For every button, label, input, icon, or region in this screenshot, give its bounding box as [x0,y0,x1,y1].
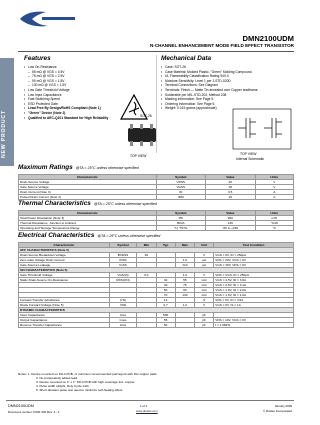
table-cell: V [195,273,214,278]
table-cell: VGSS [156,185,206,190]
table-cell: 15 [206,195,256,200]
table-cell: Crss [109,323,137,328]
new-product-sidebar [0,58,14,166]
table-cell: 1.2 [175,303,194,308]
table-cell: mW [255,216,294,221]
mechanical-item: • Ordering Information: See Page 5 [161,102,258,107]
thermal-condition: @TA = 25°C unless otherwise specified [93,202,157,206]
table-cell: Input Capacitance [19,313,110,318]
mechanical-item: • Case Material: Molded Plastic, "Green" Molding Compound. [161,70,258,75]
footer-document-number: Document number: DS31 000 Rev. 4 - 2 [8,410,60,414]
mechanical-item: • Terminal Connections: See Diagram [161,83,258,88]
title-rule [18,51,294,52]
table-cell [175,323,194,328]
table-cell: Drain-Source Breakdown Voltage [19,253,110,258]
table-cell: 130 [175,293,194,298]
table-row [19,195,294,200]
group-label: DYNAMIC CHARACTERISTICS [19,308,294,313]
column-header: Test Condition [214,243,294,248]
footer-page: 1 of 4 [140,404,148,408]
table-cell: 55 [175,278,194,283]
table-cell: Drain-Source Voltage [19,180,157,185]
internal-schematic-label: Internal Schematic [236,157,265,161]
table-cell: °C/W [255,221,294,226]
table-cell: Total Power Dissipation (Note 3) [19,216,157,221]
table-cell: RDS(ON) [109,278,137,283]
table-cell: 40 [156,283,175,288]
note-line: 4. Pulse width ≤10µS, Duty Cycle ≤1%. [36,384,90,389]
mechanical-item: • Terminals: Finish — Matte Tin annealed over Copper leadframe. [161,88,258,93]
feature-item: • Lead Free By Design/RoHS Compliant (Note 1) [24,106,108,111]
note-line: 2. No purposefully added lead. [36,376,78,381]
table-cell: |Yfs| [109,298,137,303]
table-cell: 500 [156,313,175,318]
table-cell: IDSS [109,258,137,263]
table-cell: Ciss [109,313,137,318]
table-cell: 32 [156,278,175,283]
group-label: OFF CHARACTERISTICS (Note 5) [19,248,294,253]
table-cell [137,323,156,328]
feature-item: • Qualified to AEC-Q101 Standard for High Reliability [24,116,108,121]
sidebar-label: NEW PRODUCT [1,110,7,158]
column-header: Characteristic [19,243,110,248]
table-cell: 0.7 [156,303,175,308]
table-cell: VGS = 0V, IS = 1A [214,303,294,308]
table-cell: 1.0 [175,258,194,263]
thermal-heading [18,200,157,207]
table-cell: mΩ [195,283,214,288]
column-header: Max [175,243,194,248]
column-header: Min [137,243,156,248]
table-cell: VGS = 2.5V, ID = 3.1A [214,283,294,288]
table-row [19,323,294,328]
table-cell: µA [195,258,214,263]
mechanical-item: • Solderable per MIL-STD-202, Method 208 [161,93,258,98]
table-cell: VGS = 1.5V, ID = 1.0A [214,293,294,298]
column-header: Units [255,211,294,216]
column-header: Symbol [156,175,206,180]
footer-date: January 2009 [274,404,292,408]
electrical-condition: @TA = 25°C unless otherwise specified [97,234,161,238]
feature-item: • Low Gate Threshold Voltage [24,88,108,93]
table-cell: VGS = 0V, ID = 250µA [214,253,294,258]
device-subtitle: N-CHANNEL ENHANCEMENT MODE FIELD EFFECT TRANSISTOR [149,43,294,48]
table-cell: V [195,253,214,258]
table-cell: S [195,298,214,303]
part-number-title: DMN2100UDM [242,34,294,43]
electrical-title: Electrical Characteristics [18,232,95,239]
table-cell: 0.4 [137,273,156,278]
table-cell: 20 [206,180,256,185]
table-cell: TJ, TSTG [156,226,206,231]
table-cell: VGS = 4.5V, ID = 3.6A [214,278,294,283]
max-ratings-title: Maximum Ratings [18,164,73,171]
table-cell: A [255,195,294,200]
table-cell: Operating and Storage Temperature Range [19,226,157,231]
table-cell: pF [195,313,214,318]
package-label: SOT-26 [140,114,152,118]
internal-view-label: TOP VIEW [240,152,257,156]
features-heading: Features [24,55,51,62]
mechanical-list [161,65,258,111]
internal-schematic-diagram [232,108,292,150]
group-label: ON CHARACTERISTICS (Note 5) [19,268,294,273]
table-cell: pF [195,323,214,328]
table-cell: Gate-Source Voltage [19,185,157,190]
table-cell: pF [195,318,214,323]
table-cell: Forward Transfer Admittance [19,298,110,303]
table-cell: ±10 [175,263,194,268]
table-cell: IDM [156,195,206,200]
footer-website-link[interactable]: www.diodes.com [136,409,158,413]
table-cell: 12 [156,298,175,303]
table-cell: Zero Gate Voltage Drain Current [19,258,110,263]
table-cell: 70 [156,293,175,298]
table-cell: PD [156,216,206,221]
table-cell: mΩ [195,293,214,298]
table-cell: f = 1.0MHz [214,323,294,328]
table-cell: 50 [156,288,175,293]
table-cell: VSD [109,303,137,308]
feature-item: – 90 mΩ @ VGS = 1.8V [24,79,108,84]
thermal-title: Thermal Characteristics [18,200,91,207]
table-cell: VGS(th) [109,273,137,278]
table-cell: 20 [137,253,156,258]
max-ratings-condition: @TA = 25°C unless otherwise specified [75,166,139,170]
table-cell: VGS = 1.8V, ID = 2.0A [214,288,294,293]
notes-block [18,372,157,392]
table-cell: RθJA [156,221,206,226]
electrical-heading [18,232,160,239]
table-cell: 1.0 [175,273,194,278]
mechanical-heading: Mechanical Data [161,55,212,62]
table-cell: VDS = VGS, ID = 250µA [214,273,294,278]
feature-item: • Fast Switching Speed [24,97,108,102]
column-header: Characteristic [19,211,157,216]
table-cell: Reverse Transfer Capacitance [19,323,110,328]
table-cell: IGSS [109,263,137,268]
footer-rule [6,400,294,401]
footer-copyright: © Diodes Incorporated [263,409,292,413]
mechanical-item: • Moisture Sensitivity: Level 1 per J-STD-020D [161,79,258,84]
table-cell: 50 [156,323,175,328]
max-ratings-heading [18,164,139,171]
column-header: Value [206,211,256,216]
table-cell: Static Drain-Source On-Resistance [19,278,110,283]
table-cell: 75 [175,283,194,288]
feature-item: – 130 mΩ @ VGS = 1.5V [24,83,108,88]
table-cell: µA [195,263,214,268]
table-cell: 3.5 [206,190,256,195]
table-cell: V [255,185,294,190]
mechanical-item: • Case: SOT-26 [161,65,258,70]
table-cell: Thermal Resistance, Junction to Ambient [19,221,157,226]
table-cell: 900 [206,216,256,221]
feature-item: • Low On-Resistance [24,65,108,70]
mechanical-item: • UL Flammability Classification Rating 94V-0 [161,74,258,79]
table-cell: 139 [206,221,256,226]
diodes-logo [18,8,78,30]
table-cell: ID [156,190,206,195]
feature-item: • Low Input Capacitance [24,93,108,98]
table-cell: 55 [156,318,175,323]
mechanical-item: • Marking Information: See Page 5 [161,97,258,102]
table-row [19,226,294,231]
table-cell: VDS = 10V, VGS = 0V [214,318,294,323]
table-cell: Pulsed Drain Current (Note 4) [19,195,157,200]
table-cell: Gate-Source Leakage [19,263,110,268]
table-cell: -55 to +150 [206,226,256,231]
electrical-table [18,242,294,328]
column-header: Symbol [156,211,206,216]
max-ratings-table [18,174,294,200]
table-cell: °C [255,226,294,231]
thermal-table [18,210,294,231]
feature-item: • "Green" Device (Note 2) [24,111,108,116]
table-cell: V [255,180,294,185]
column-header: Symbol [109,243,137,248]
table-cell: VDS = 20V, VGS = 0V [214,258,294,263]
top-view-label: TOP VIEW [130,154,147,158]
table-cell: ±8 [206,185,256,190]
sot26-package-image [120,120,164,152]
column-header: Unit [195,243,214,248]
table-cell: mΩ [195,278,214,283]
note-line: 5. Short duration pulse test used to minimize self-heating effect. [36,388,124,393]
table-cell: mΩ [195,288,214,293]
table-cell: 90 [175,288,194,293]
table-cell: BVDSS [109,253,137,258]
footer-part-number: DMN2100UDM [8,404,34,408]
column-header: Typ [156,243,175,248]
table-cell: VDSS [156,180,206,185]
table-cell: VDS = 5V, ID = 3.6A [214,298,294,303]
column-header: Value [206,175,256,180]
mechanical-item: • Weight: 0.015 grams (approximate) [161,106,258,111]
note-line: Notes: 1. Device mounted on FR-4 PCB, or minimum recommended pad layout with thin copper pads. [18,372,158,376]
feature-item: – 75 mΩ @ VGS = 2.5V [24,74,108,79]
table-cell: Drain Current (Note 3) [19,190,157,195]
column-header: Characteristic [19,175,157,180]
feature-item: • ESD Protected Gate [24,102,108,107]
feature-item: – 55 mΩ @ VGS = 4.5V [24,70,108,75]
table-cell: A [255,190,294,195]
table-cell: Gate Threshold Voltage [19,273,110,278]
column-header: Units [255,175,294,180]
table-cell: V [195,303,214,308]
note-line: 3. Device mounted on 1" x 1" FR-4 PCB with high coverage 2oz. copper. [36,380,136,385]
features-list [24,65,108,120]
table-cell: Output Capacitance [19,318,110,323]
table-cell: Diode Forward Voltage (Note 5) [19,303,110,308]
table-cell: VGS = ±8V, VDS = 0V [214,263,294,268]
table-cell: Coss [109,318,137,323]
